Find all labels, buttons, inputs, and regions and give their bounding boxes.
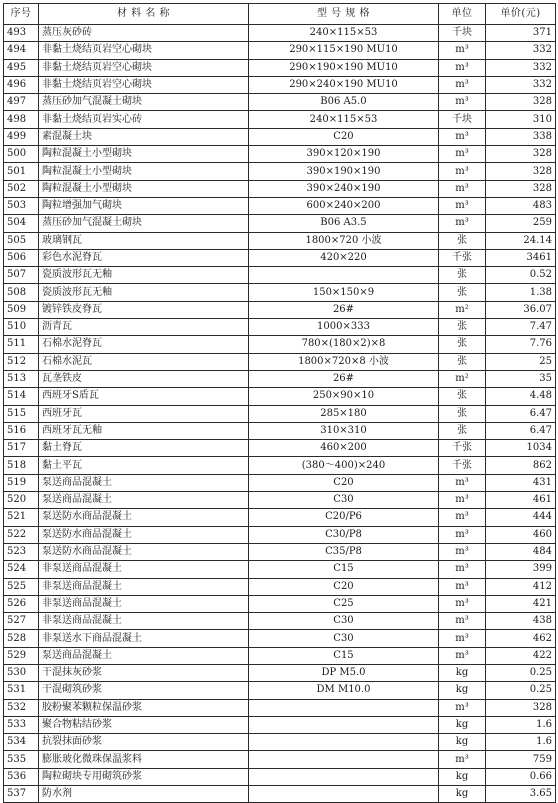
unit-price-cell: 6.47: [486, 405, 556, 422]
model-spec-cell: 240×115×53: [249, 25, 439, 42]
unit-price-cell: 862: [486, 457, 556, 474]
table-row: [4, 388, 556, 405]
unit-price-cell: 484: [486, 543, 556, 560]
material-name-cell: 抗裂抹面砂浆: [39, 734, 249, 751]
unit-price-cell: 0.25: [486, 664, 556, 681]
table-row: [4, 664, 556, 681]
table-row: [4, 561, 556, 578]
serial-number-cell: 506: [4, 249, 39, 266]
model-spec-cell: 1800×720 小波: [249, 232, 439, 249]
model-spec-cell: 390×120×190: [249, 146, 439, 163]
serial-number-cell: 509: [4, 301, 39, 318]
unit-price-cell: 1.6: [486, 716, 556, 733]
header-serial-number: 序号: [4, 4, 39, 25]
table-row: [4, 786, 556, 803]
unit-price-cell: 0.25: [486, 682, 556, 699]
material-name-cell: 素混凝土块: [39, 128, 249, 145]
model-spec-cell: 310×310: [249, 422, 439, 439]
material-name-cell: 泵送商品混凝土: [39, 647, 249, 664]
serial-number-cell: 504: [4, 215, 39, 232]
unit-cell: m³: [439, 197, 486, 214]
serial-number-cell: 523: [4, 543, 39, 560]
material-name-cell: 石棉水泥瓦: [39, 353, 249, 370]
table-row: [4, 595, 556, 612]
serial-number-cell: 537: [4, 786, 39, 803]
unit-price-cell: 36.07: [486, 301, 556, 318]
unit-price-cell: 412: [486, 578, 556, 595]
material-name-cell: 泵送商品混凝土: [39, 492, 249, 509]
model-spec-cell: C20: [249, 578, 439, 595]
material-name-cell: 镀锌铁皮脊瓦: [39, 301, 249, 318]
unit-price-cell: 328: [486, 146, 556, 163]
model-spec-cell: B06 A5.0: [249, 94, 439, 111]
model-spec-cell: 26#: [249, 301, 439, 318]
model-spec-cell: DP M5.0: [249, 664, 439, 681]
model-spec-cell: 390×240×190: [249, 180, 439, 197]
table-row: [4, 474, 556, 491]
unit-price-cell: 259: [486, 215, 556, 232]
material-name-cell: 非泵送商品混凝土: [39, 561, 249, 578]
unit-cell: 千张: [439, 457, 486, 474]
unit-cell: m³: [439, 699, 486, 716]
material-name-cell: 蒸压砂加气混凝土砌块: [39, 94, 249, 111]
unit-cell: kg: [439, 664, 486, 681]
material-name-cell: 陶粒增强加气砌块: [39, 197, 249, 214]
serial-number-cell: 535: [4, 751, 39, 768]
material-name-cell: 非黏土烧结页岩空心砌块: [39, 59, 249, 76]
table-row: [4, 94, 556, 111]
table-row: [4, 111, 556, 128]
material-name-cell: 瓷质波形瓦无釉: [39, 267, 249, 284]
unit-cell: m³: [439, 215, 486, 232]
unit-price-cell: 444: [486, 509, 556, 526]
unit-price-cell: 332: [486, 42, 556, 59]
serial-number-cell: 534: [4, 734, 39, 751]
serial-number-cell: 520: [4, 492, 39, 509]
unit-cell: m³: [439, 42, 486, 59]
unit-price-cell: 759: [486, 751, 556, 768]
unit-price-cell: 35: [486, 370, 556, 387]
unit-price-cell: 1034: [486, 440, 556, 457]
unit-price-cell: 422: [486, 647, 556, 664]
serial-number-cell: 531: [4, 682, 39, 699]
model-spec-cell: [249, 716, 439, 733]
serial-number-cell: 527: [4, 613, 39, 630]
material-name-cell: 非泵送商品混凝土: [39, 613, 249, 630]
model-spec-cell: 290×240×190 MU10: [249, 76, 439, 93]
model-spec-cell: 390×190×190: [249, 163, 439, 180]
serial-number-cell: 525: [4, 578, 39, 595]
serial-number-cell: 532: [4, 699, 39, 716]
model-spec-cell: C30: [249, 613, 439, 630]
table-row: [4, 526, 556, 543]
model-spec-cell: 250×90×10: [249, 388, 439, 405]
unit-price-cell: 0.66: [486, 768, 556, 785]
material-name-cell: 非泵送商品混凝土: [39, 578, 249, 595]
serial-number-cell: 494: [4, 42, 39, 59]
table-row: [4, 699, 556, 716]
material-name-cell: 沥青瓦: [39, 319, 249, 336]
unit-cell: kg: [439, 768, 486, 785]
serial-number-cell: 528: [4, 630, 39, 647]
table-row: [4, 768, 556, 785]
unit-cell: 张: [439, 336, 486, 353]
model-spec-cell: [249, 768, 439, 785]
model-spec-cell: [249, 699, 439, 716]
serial-number-cell: 530: [4, 664, 39, 681]
serial-number-cell: 519: [4, 474, 39, 491]
model-spec-cell: [249, 267, 439, 284]
unit-cell: m³: [439, 94, 486, 111]
unit-cell: 千块: [439, 111, 486, 128]
serial-number-cell: 505: [4, 232, 39, 249]
table-row: [4, 405, 556, 422]
serial-number-cell: 496: [4, 76, 39, 93]
model-spec-cell: C15: [249, 647, 439, 664]
model-spec-cell: [249, 786, 439, 803]
unit-price-cell: 438: [486, 613, 556, 630]
unit-cell: m³: [439, 751, 486, 768]
unit-price-cell: 399: [486, 561, 556, 578]
unit-cell: 张: [439, 422, 486, 439]
table-row: [4, 128, 556, 145]
table-row: [4, 42, 556, 59]
material-name-cell: 西班牙瓦: [39, 405, 249, 422]
unit-price-cell: 4.48: [486, 388, 556, 405]
model-spec-cell: 290×190×190 MU10: [249, 59, 439, 76]
unit-price-cell: 328: [486, 94, 556, 111]
serial-number-cell: 503: [4, 197, 39, 214]
model-spec-cell: C20: [249, 474, 439, 491]
material-name-cell: 非泵送水下商品混凝土: [39, 630, 249, 647]
table-row: [4, 543, 556, 560]
material-name-cell: 西班牙S盾瓦: [39, 388, 249, 405]
table-row: [4, 146, 556, 163]
material-name-cell: 干混抹灰砂浆: [39, 664, 249, 681]
unit-cell: m³: [439, 509, 486, 526]
serial-number-cell: 511: [4, 336, 39, 353]
model-spec-cell: C15: [249, 561, 439, 578]
table-row: [4, 336, 556, 353]
table-row: [4, 630, 556, 647]
header-model-spec: 型 号 规 格: [249, 4, 439, 25]
unit-cell: m³: [439, 595, 486, 612]
unit-cell: m³: [439, 180, 486, 197]
serial-number-cell: 512: [4, 353, 39, 370]
table-row: [4, 578, 556, 595]
model-spec-cell: [249, 734, 439, 751]
unit-price-cell: 328: [486, 180, 556, 197]
unit-price-cell: 6.47: [486, 422, 556, 439]
unit-price-cell: 332: [486, 59, 556, 76]
serial-number-cell: 500: [4, 146, 39, 163]
material-name-cell: 瓷质波形瓦无釉: [39, 284, 249, 301]
material-name-cell: 蒸压砂加气混凝土砌块: [39, 215, 249, 232]
unit-cell: 张: [439, 353, 486, 370]
serial-number-cell: 536: [4, 768, 39, 785]
table-row: [4, 509, 556, 526]
unit-price-cell: 421: [486, 595, 556, 612]
unit-price-cell: 3461: [486, 249, 556, 266]
unit-price-cell: 1.6: [486, 734, 556, 751]
unit-cell: m³: [439, 59, 486, 76]
material-name-cell: 非黏土烧结页岩实心砖: [39, 111, 249, 128]
unit-price-cell: 310: [486, 111, 556, 128]
table-row: [4, 267, 556, 284]
table-header: [4, 4, 556, 25]
serial-number-cell: 529: [4, 647, 39, 664]
material-name-cell: 泵送防水商品混凝土: [39, 509, 249, 526]
serial-number-cell: 533: [4, 716, 39, 733]
model-spec-cell: 1000×333: [249, 319, 439, 336]
unit-cell: m³: [439, 474, 486, 491]
material-name-cell: 石棉水泥脊瓦: [39, 336, 249, 353]
unit-cell: kg: [439, 716, 486, 733]
table-row: [4, 716, 556, 733]
serial-number-cell: 497: [4, 94, 39, 111]
unit-cell: m³: [439, 647, 486, 664]
table-row: [4, 25, 556, 42]
table-row: [4, 319, 556, 336]
model-spec-cell: C25: [249, 595, 439, 612]
unit-cell: 张: [439, 284, 486, 301]
table-row: [4, 492, 556, 509]
unit-price-cell: 460: [486, 526, 556, 543]
table-body: [4, 25, 556, 803]
model-spec-cell: DM M10.0: [249, 682, 439, 699]
table-row: [4, 197, 556, 214]
unit-cell: kg: [439, 682, 486, 699]
table-row: [4, 59, 556, 76]
unit-price-cell: 332: [486, 76, 556, 93]
material-name-cell: 瓦垄铁皮: [39, 370, 249, 387]
table-row: [4, 647, 556, 664]
model-spec-cell: 1800×720×8 小波: [249, 353, 439, 370]
material-name-cell: 非黏土烧结页岩空心砌块: [39, 42, 249, 59]
material-name-cell: 黏土脊瓦: [39, 440, 249, 457]
table-row: [4, 353, 556, 370]
material-name-cell: 玻璃钢瓦: [39, 232, 249, 249]
material-name-cell: 泵送商品混凝土: [39, 474, 249, 491]
model-spec-cell: C35/P8: [249, 543, 439, 560]
table-row: [4, 613, 556, 630]
unit-cell: m³: [439, 526, 486, 543]
header-row: [4, 4, 556, 25]
unit-cell: m³: [439, 630, 486, 647]
serial-number-cell: 507: [4, 267, 39, 284]
unit-cell: m³: [439, 543, 486, 560]
unit-cell: 张: [439, 388, 486, 405]
header-unit: 单位: [439, 4, 486, 25]
unit-cell: 张: [439, 267, 486, 284]
model-spec-cell: 26#: [249, 370, 439, 387]
serial-number-cell: 522: [4, 526, 39, 543]
table-row: [4, 163, 556, 180]
serial-number-cell: 499: [4, 128, 39, 145]
table-row: [4, 249, 556, 266]
material-name-cell: 西班牙瓦无釉: [39, 422, 249, 439]
serial-number-cell: 502: [4, 180, 39, 197]
unit-cell: m²: [439, 370, 486, 387]
unit-cell: 千张: [439, 440, 486, 457]
model-spec-cell: C20: [249, 128, 439, 145]
unit-cell: 张: [439, 232, 486, 249]
model-spec-cell: 420×220: [249, 249, 439, 266]
table-row: [4, 734, 556, 751]
unit-cell: kg: [439, 786, 486, 803]
unit-price-cell: 371: [486, 25, 556, 42]
material-name-cell: 黏土平瓦: [39, 457, 249, 474]
unit-cell: m³: [439, 146, 486, 163]
serial-number-cell: 521: [4, 509, 39, 526]
table-row: [4, 457, 556, 474]
material-name-cell: 泵送防水商品混凝土: [39, 543, 249, 560]
unit-cell: m³: [439, 561, 486, 578]
unit-price-cell: 25: [486, 353, 556, 370]
serial-number-cell: 501: [4, 163, 39, 180]
model-spec-cell: C20/P6: [249, 509, 439, 526]
unit-price-cell: 24.14: [486, 232, 556, 249]
table-row: [4, 440, 556, 457]
material-name-cell: 防水剂: [39, 786, 249, 803]
material-name-cell: 非黏土烧结页岩空心砌块: [39, 76, 249, 93]
unit-price-cell: 461: [486, 492, 556, 509]
model-spec-cell: 285×180: [249, 405, 439, 422]
table-row: [4, 301, 556, 318]
material-name-cell: 干混砌筑砂浆: [39, 682, 249, 699]
serial-number-cell: 524: [4, 561, 39, 578]
material-name-cell: 彩色水泥脊瓦: [39, 249, 249, 266]
model-spec-cell: 460×200: [249, 440, 439, 457]
serial-number-cell: 495: [4, 59, 39, 76]
material-price-table: [3, 3, 556, 803]
unit-price-cell: 7.47: [486, 319, 556, 336]
table-row: [4, 180, 556, 197]
unit-price-cell: 328: [486, 699, 556, 716]
price-list-page: [3, 3, 555, 803]
material-name-cell: 陶粒混凝土小型砌块: [39, 146, 249, 163]
material-name-cell: 陶粒混凝土小型砌块: [39, 163, 249, 180]
unit-price-cell: 1.38: [486, 284, 556, 301]
serial-number-cell: 493: [4, 25, 39, 42]
unit-cell: m³: [439, 492, 486, 509]
model-spec-cell: [249, 751, 439, 768]
material-name-cell: 陶粒混凝土小型砌块: [39, 180, 249, 197]
material-name-cell: 泵送防水商品混凝土: [39, 526, 249, 543]
model-spec-cell: 150×150×9: [249, 284, 439, 301]
serial-number-cell: 498: [4, 111, 39, 128]
table-row: [4, 215, 556, 232]
table-row: [4, 76, 556, 93]
model-spec-cell: 780×(180×2)×8: [249, 336, 439, 353]
material-name-cell: 膨胀玻化微珠保温浆料: [39, 751, 249, 768]
material-name-cell: 胶粉聚苯颗粒保温砂浆: [39, 699, 249, 716]
unit-cell: 千块: [439, 25, 486, 42]
table-row: [4, 284, 556, 301]
serial-number-cell: 514: [4, 388, 39, 405]
unit-cell: 张: [439, 405, 486, 422]
serial-number-cell: 518: [4, 457, 39, 474]
header-material-name: 材 料 名 称: [39, 4, 249, 25]
unit-cell: 千张: [439, 249, 486, 266]
unit-price-cell: 0.52: [486, 267, 556, 284]
material-name-cell: 聚合物粘结砂浆: [39, 716, 249, 733]
unit-cell: m³: [439, 613, 486, 630]
material-name-cell: 蒸压灰砂砖: [39, 25, 249, 42]
unit-cell: kg: [439, 734, 486, 751]
model-spec-cell: C30/P8: [249, 526, 439, 543]
unit-cell: m³: [439, 128, 486, 145]
table-row: [4, 751, 556, 768]
model-spec-cell: 290×115×190 MU10: [249, 42, 439, 59]
unit-price-cell: 3.65: [486, 786, 556, 803]
unit-cell: 张: [439, 319, 486, 336]
material-name-cell: 陶粒砌块专用砌筑砂浆: [39, 768, 249, 785]
unit-cell: m³: [439, 578, 486, 595]
serial-number-cell: 515: [4, 405, 39, 422]
model-spec-cell: B06 A3.5: [249, 215, 439, 232]
serial-number-cell: 508: [4, 284, 39, 301]
unit-price-cell: 483: [486, 197, 556, 214]
unit-cell: m²: [439, 301, 486, 318]
unit-cell: m³: [439, 76, 486, 93]
model-spec-cell: 240×115×53: [249, 111, 439, 128]
serial-number-cell: 517: [4, 440, 39, 457]
unit-price-cell: 431: [486, 474, 556, 491]
model-spec-cell: C30: [249, 492, 439, 509]
model-spec-cell: 600×240×200: [249, 197, 439, 214]
serial-number-cell: 526: [4, 595, 39, 612]
table-row: [4, 422, 556, 439]
serial-number-cell: 516: [4, 422, 39, 439]
unit-price-cell: 328: [486, 163, 556, 180]
material-name-cell: 非泵送商品混凝土: [39, 595, 249, 612]
unit-price-cell: 7.76: [486, 336, 556, 353]
serial-number-cell: 510: [4, 319, 39, 336]
model-spec-cell: (380～400)×240: [249, 457, 439, 474]
table-row: [4, 682, 556, 699]
unit-cell: m³: [439, 163, 486, 180]
model-spec-cell: C30: [249, 630, 439, 647]
unit-price-cell: 462: [486, 630, 556, 647]
header-unit-price: 单价(元): [486, 4, 556, 25]
table-row: [4, 370, 556, 387]
unit-price-cell: 338: [486, 128, 556, 145]
serial-number-cell: 513: [4, 370, 39, 387]
table-row: [4, 232, 556, 249]
